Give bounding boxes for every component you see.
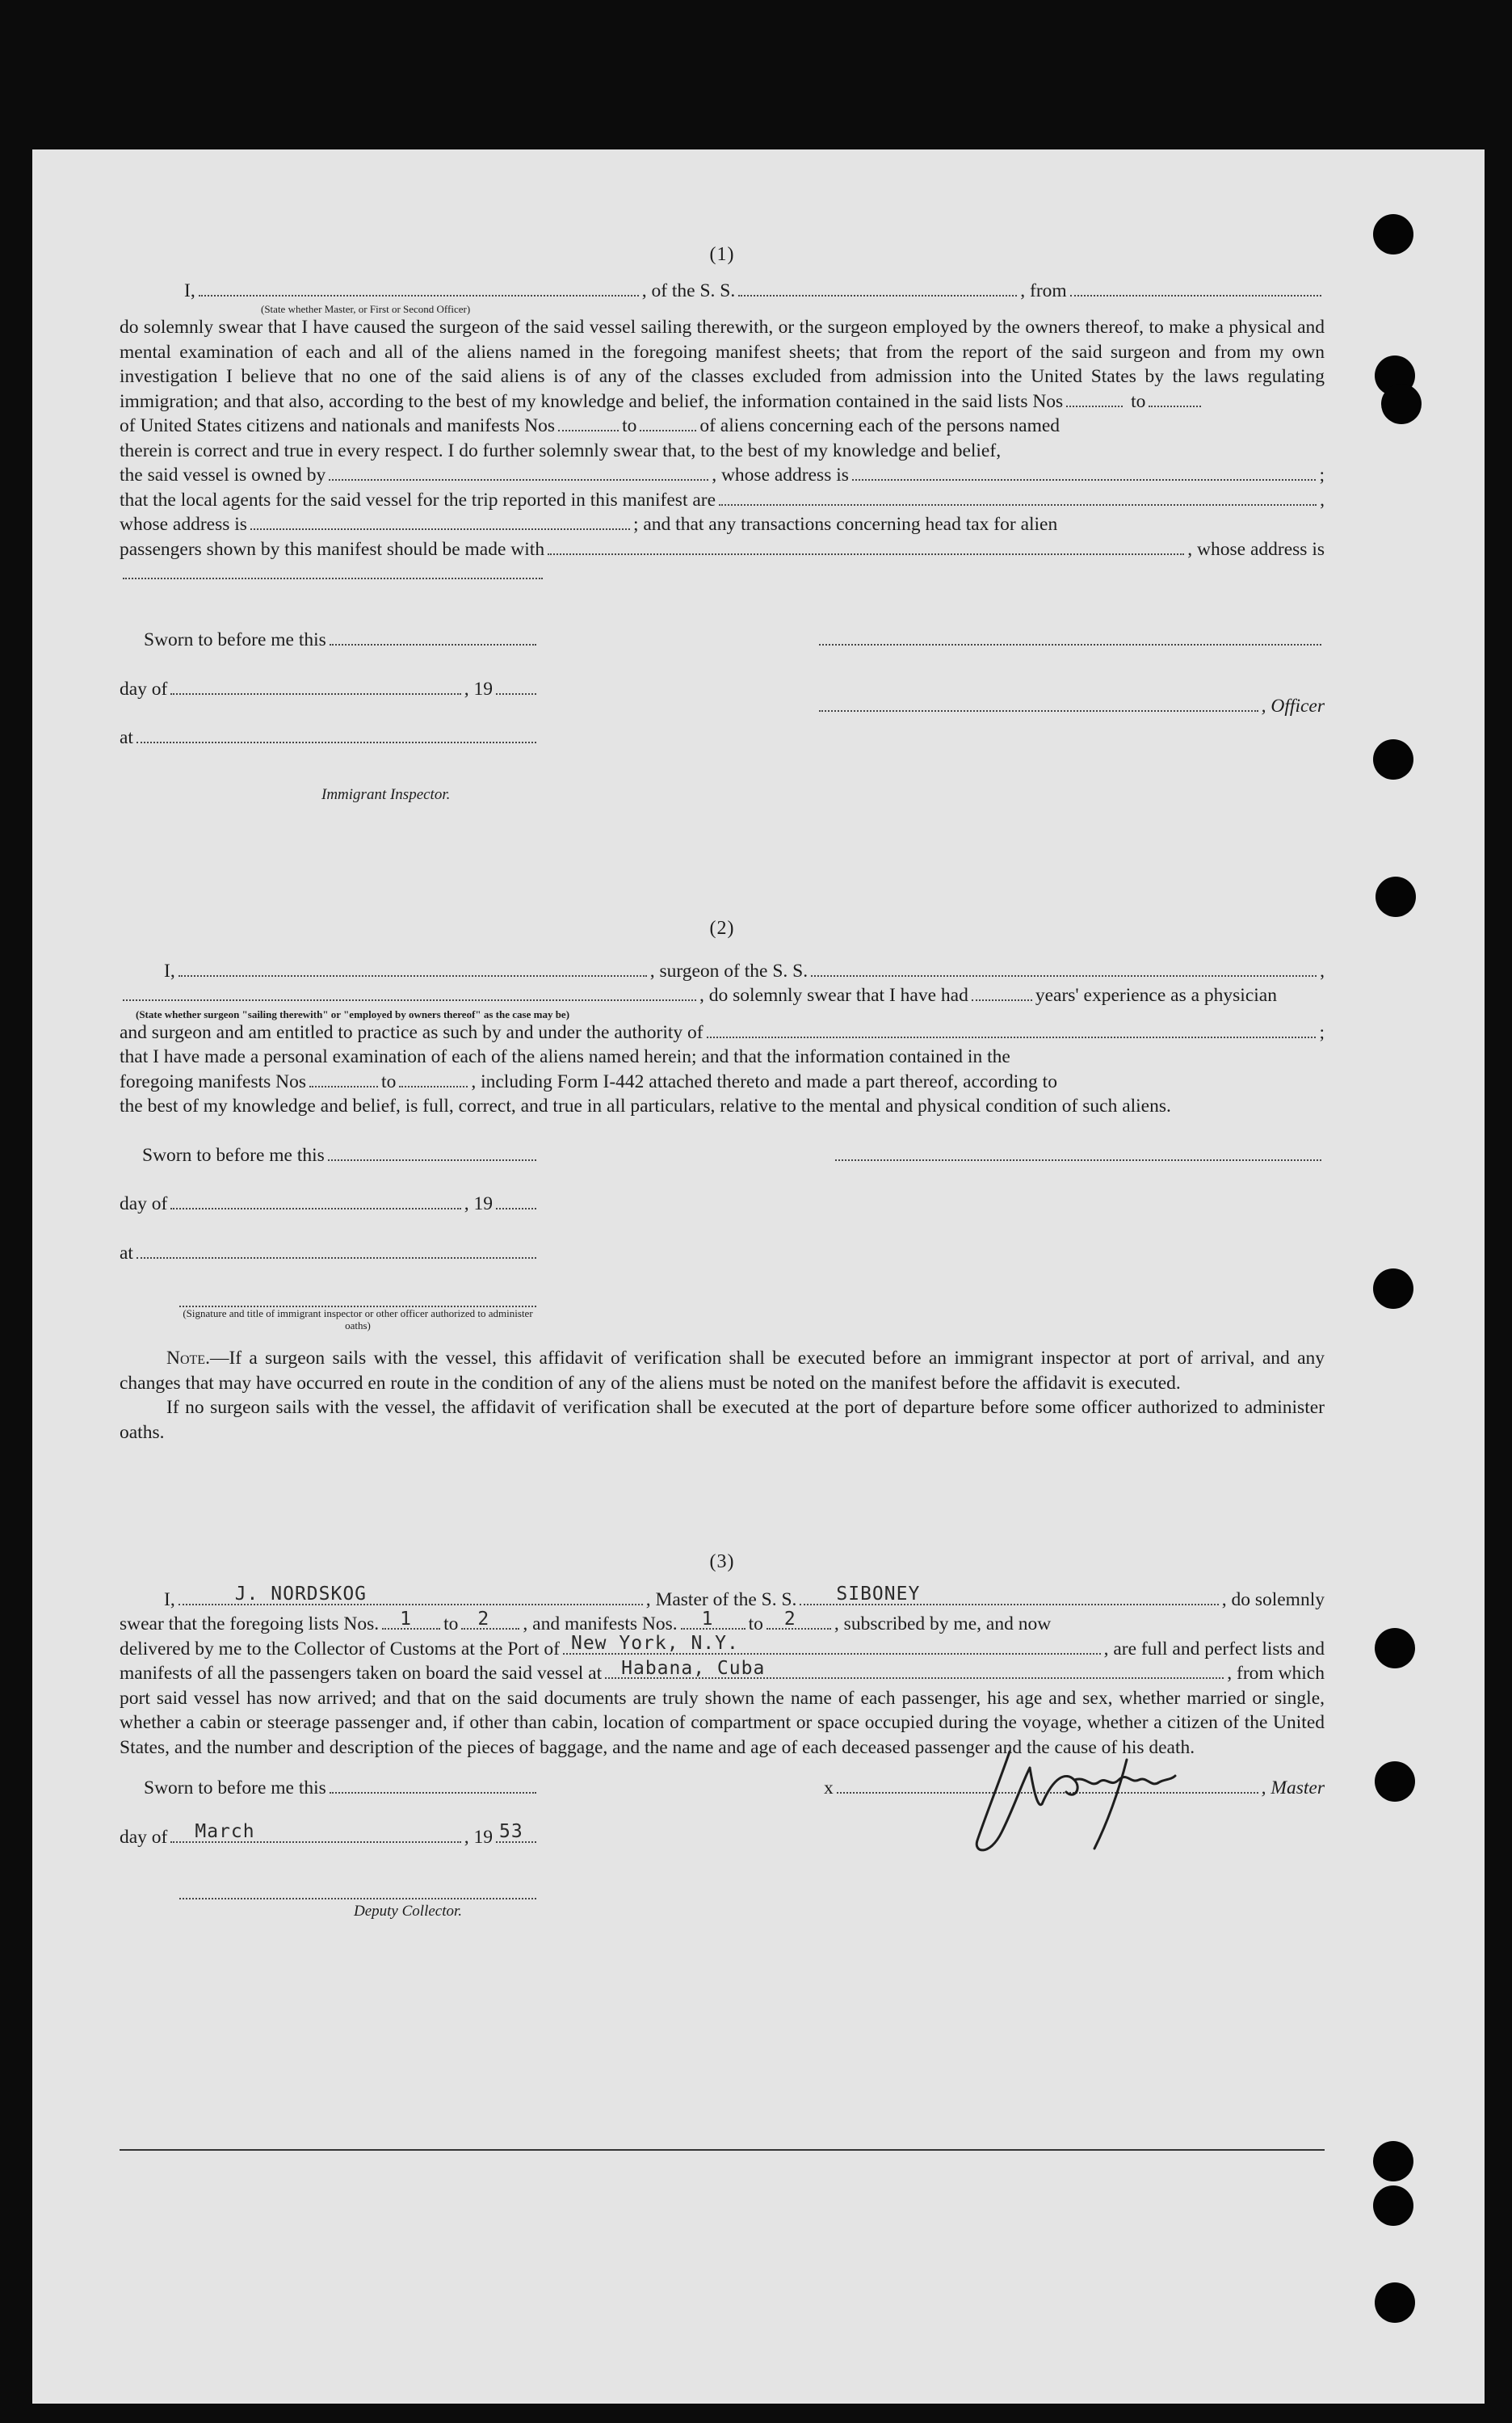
officer-name-blank bbox=[199, 279, 639, 297]
punch-hole bbox=[1376, 877, 1416, 917]
manifests-label: of United States citizens and nationals and manifests Nos bbox=[120, 415, 556, 436]
lists-from-value: 1 bbox=[400, 1608, 412, 1630]
examination-text: that I have made a personal examination of each of the aliens named herein; and that the information contained in the bbox=[120, 1046, 1010, 1067]
section-1-opening-line bbox=[120, 279, 1325, 304]
master-label: , Master bbox=[1261, 1777, 1325, 1798]
day-of-label: day of bbox=[120, 1193, 168, 1214]
departure-value: Habana, Cuba bbox=[621, 1657, 766, 1679]
lists-from-field bbox=[382, 1608, 440, 1630]
including-form-label: , including Form I-442 attached thereto and made a part thereof, according to bbox=[471, 1071, 1057, 1092]
signature-title-note: (Signature and title of immigrant inspector or other officer authorized to administer oaths) bbox=[183, 1307, 533, 1331]
punch-hole bbox=[1373, 2185, 1413, 2226]
punch-hole bbox=[1375, 1761, 1415, 1802]
punch-hole bbox=[1375, 2282, 1415, 2323]
manifests-to-value: 2 bbox=[783, 1608, 796, 1630]
owned-by-line: the said vessel is owned by , whose address is ; bbox=[120, 463, 1325, 488]
inspector-signature-blank bbox=[179, 1289, 536, 1307]
surgeon-state-note: (State whether surgeon "sailing therewith" or "employed by owners thereof" as the case may be) bbox=[136, 1007, 570, 1020]
officer-label: , Officer bbox=[1261, 696, 1325, 717]
vessel-name-blank bbox=[738, 279, 1017, 297]
owner-blank bbox=[329, 463, 708, 481]
sworn-label: Sworn to before me this bbox=[144, 1777, 326, 1798]
to-label: to bbox=[622, 415, 637, 436]
state-whether-note: (State whether Master, or First or Second Officer) bbox=[261, 303, 471, 315]
section-1-body-text: do solemnly swear that I have caused the surgeon of the said vessel sailing therewith, or the surgeon employed by the owners thereof, to make a physical and mental examination of each and all of the aliens named in the foregoing manifest sheets; that from the report of the said surgeon and from my own investigation I believe that no one of the said aliens is of any of the classes excluded from admission into the United States by the laws regulating immigration; and that also, according to the best of my knowledge and belief, the information contained in the said lists Nos bbox=[120, 317, 1325, 412]
year-prefix: , 19 bbox=[464, 1193, 493, 1214]
port-field bbox=[563, 1633, 1101, 1655]
signature-x-mark: x bbox=[824, 1777, 834, 1798]
day-month-blank bbox=[170, 677, 460, 695]
punch-hole bbox=[1373, 739, 1413, 780]
lists-to-value: 2 bbox=[477, 1608, 490, 1630]
master-name-value: J. NORDSKOG bbox=[234, 1584, 368, 1605]
day-month-blank bbox=[170, 1192, 460, 1209]
contact-address-blank bbox=[123, 562, 543, 579]
officer-title-blank bbox=[819, 694, 1258, 712]
section-1-sworn-block bbox=[120, 604, 1325, 807]
manifests-all-label: manifests of all the passengers taken on board the said vessel at bbox=[120, 1663, 603, 1684]
owner-address-blank bbox=[852, 463, 1317, 481]
day-month-field bbox=[170, 1821, 460, 1843]
experience-line bbox=[120, 983, 1325, 1008]
surgeon-status-blank bbox=[123, 983, 696, 1001]
to-label: to bbox=[748, 1613, 763, 1634]
at-place-blank bbox=[136, 1241, 536, 1259]
surgeon-name-blank bbox=[178, 959, 647, 977]
agents-address-label: whose address is bbox=[120, 514, 247, 535]
local-agents-label: that the local agents for the said vessel for the trip reported in this manifest are bbox=[120, 489, 716, 511]
section-3-sworn-block bbox=[120, 1776, 1325, 1925]
officer-signature-blank bbox=[819, 628, 1321, 646]
of-the-ss-label: , of the S. S. bbox=[641, 280, 736, 301]
deputy-signature-blank bbox=[179, 1882, 536, 1899]
month-value: March bbox=[195, 1821, 255, 1842]
master-signature bbox=[953, 1744, 1212, 1865]
year-prefix: , 19 bbox=[464, 1826, 493, 1848]
no-surgeon-note: If no surgeon sails with the vessel, the affidavit of verification shall be executed at the port of departure before some officer authorized to administer oaths. bbox=[120, 1397, 1325, 1443]
lists-to-blank bbox=[1149, 389, 1201, 407]
punch-hole bbox=[1375, 1628, 1415, 1668]
foregoing-label: foregoing manifests Nos bbox=[120, 1071, 307, 1092]
delivered-label: delivered by me to the Collector of Customs at the Port of bbox=[120, 1638, 560, 1660]
agents-address-line bbox=[120, 512, 1325, 537]
day-of-label: day of bbox=[120, 1826, 168, 1848]
year-value: 53 bbox=[499, 1821, 523, 1842]
day-of-label: day of bbox=[120, 678, 168, 700]
swear-label: , do solemnly swear that I have had bbox=[699, 985, 968, 1006]
years-blank bbox=[972, 983, 1032, 1001]
swear-lists-label: swear that the foregoing lists Nos. bbox=[120, 1613, 380, 1634]
at-label: at bbox=[120, 727, 133, 748]
whose-address-label: , whose address is bbox=[1187, 538, 1325, 560]
do-solemnly-label: , do solemnly bbox=[1221, 1588, 1325, 1610]
local-agents-line: that the local agents for the said vessel for the trip reported in this manifest are , bbox=[120, 488, 1325, 513]
to-label: to bbox=[443, 1613, 459, 1634]
from-port-blank bbox=[1070, 279, 1321, 297]
passengers-label: passengers shown by this manifest should be made with bbox=[120, 538, 545, 560]
manifests-from-blank bbox=[558, 414, 619, 431]
head-tax-label: ; and that any transactions concerning head tax for alien bbox=[632, 514, 1058, 535]
from-label: , from bbox=[1020, 280, 1067, 301]
sworn-date-blank bbox=[330, 628, 536, 646]
passengers-line bbox=[120, 537, 1325, 562]
foregoing-from-blank bbox=[309, 1070, 378, 1087]
contact-address-line bbox=[120, 562, 1325, 579]
lists-to-field bbox=[461, 1608, 519, 1630]
owned-by-label: the said vessel is owned by bbox=[120, 465, 326, 486]
lead-i: I, bbox=[164, 960, 175, 982]
punch-hole bbox=[1381, 384, 1422, 424]
foregoing-to-blank bbox=[399, 1070, 468, 1087]
lead-i: I, bbox=[184, 280, 195, 301]
sworn-date-blank bbox=[328, 1143, 536, 1161]
section-2-sworn-block bbox=[120, 1143, 1325, 1332]
surgeon-line: I, , surgeon of the S. S. , bbox=[120, 959, 1325, 984]
sworn-date-blank bbox=[330, 1776, 536, 1794]
years-experience-label: years' experience as a physician bbox=[1035, 985, 1277, 1006]
immigrant-inspector-label: Immigrant Inspector. bbox=[321, 785, 451, 803]
full-perfect-label: , are full and perfect lists and bbox=[1103, 1638, 1325, 1660]
to-label: to bbox=[381, 1071, 397, 1092]
surgeon-of-label: , surgeon of the S. S. bbox=[649, 960, 808, 982]
manifests-to-field bbox=[766, 1608, 831, 1630]
from-which-label: , from which bbox=[1227, 1663, 1325, 1684]
bottom-rule bbox=[120, 2149, 1325, 2151]
authority-blank bbox=[707, 1020, 1317, 1038]
section-3-body: port said vessel has now arrived; and that on the said documents are truly shown the name of each passenger, his age and sex, whether married or single, whether a cabin or steerage passenger and, if other than cabin, location of compartment or space occupied during the voyage, whether a citizen of the United States, and the number and description of the pieces of baggage, and the name and age of each deceased passenger and the cause of his death. bbox=[120, 1687, 1325, 1758]
punch-hole bbox=[1373, 2141, 1413, 2181]
note-text: —If a surgeon sails with the vessel, this affidavit of verification shall be executed before an immigrant inspector at port of arrival, and any changes that may have occurred en route in the condition of any of the aliens must be noted on the manifest before the affidavit is executed. bbox=[120, 1348, 1325, 1394]
lead-i: I, bbox=[164, 1588, 175, 1610]
master-line bbox=[120, 1584, 1325, 1613]
manifests-from-value: 1 bbox=[701, 1608, 714, 1630]
year-blank bbox=[496, 677, 536, 695]
entitled-label: and surgeon and am entitled to practice as such by and under the authority of bbox=[120, 1021, 704, 1043]
port-value: New York, N.Y. bbox=[570, 1633, 739, 1654]
surgeon-vessel-blank bbox=[811, 959, 1317, 977]
section-1-body-3: therein is correct and true in every respect. I do further solemnly swear that, to the best of my knowledge and belief, bbox=[120, 440, 1002, 461]
at-place-blank bbox=[136, 726, 536, 743]
foregoing-manifests-line bbox=[120, 1070, 1325, 1095]
section-1-body bbox=[120, 315, 1325, 414]
manifests-to-blank bbox=[640, 414, 696, 431]
master-of-label: , Master of the S. S. bbox=[645, 1588, 797, 1610]
punch-hole bbox=[1373, 1268, 1413, 1309]
local-agents-blank bbox=[719, 488, 1317, 506]
section-1-manifests-line bbox=[120, 414, 1325, 439]
at-label: at bbox=[120, 1242, 133, 1264]
whose-address-label: , whose address is bbox=[712, 465, 849, 486]
master-name-field bbox=[178, 1584, 643, 1605]
sworn-label: Sworn to before me this bbox=[142, 1144, 325, 1166]
subscribed-label: , subscribed by me, and now bbox=[834, 1613, 1052, 1634]
punch-hole bbox=[1373, 214, 1413, 254]
best-knowledge-text: the best of my knowledge and belief, is full, correct, and true in all particulars, relative to the mental and physical condition of such aliens. bbox=[120, 1096, 1171, 1117]
aliens-concerning-label: of aliens concerning each of the persons named bbox=[699, 415, 1060, 436]
head-tax-contact-blank bbox=[548, 537, 1184, 555]
lists-from-blank bbox=[1066, 389, 1123, 407]
deputy-collector-label: Deputy Collector. bbox=[354, 1903, 463, 1920]
manifests-nos-label: , and manifests Nos. bbox=[523, 1613, 678, 1634]
surgeon-signature-blank bbox=[835, 1143, 1321, 1161]
to-label: to bbox=[1131, 390, 1146, 412]
section-2-number: (2) bbox=[709, 918, 735, 939]
departure-field bbox=[605, 1657, 1224, 1679]
year-prefix: , 19 bbox=[464, 678, 493, 700]
agents-address-blank bbox=[250, 512, 630, 530]
sworn-label: Sworn to before me this bbox=[144, 629, 326, 650]
note-paragraph bbox=[120, 1346, 1325, 1395]
affidavit-content bbox=[120, 242, 1325, 1925]
section-1-number: (1) bbox=[709, 244, 735, 265]
authority-line: and surgeon and am entitled to practice as such by and under the authority of ; bbox=[120, 1020, 1325, 1045]
ship-name-value: SIBONEY bbox=[836, 1584, 921, 1605]
ship-name-field bbox=[800, 1584, 1218, 1605]
section-3-number: (3) bbox=[709, 1551, 735, 1572]
manifests-from-field bbox=[681, 1608, 746, 1630]
year-blank bbox=[496, 1192, 536, 1209]
note-label: Note. bbox=[166, 1348, 210, 1369]
departure-line bbox=[120, 1657, 1325, 1686]
year-field bbox=[496, 1821, 536, 1843]
